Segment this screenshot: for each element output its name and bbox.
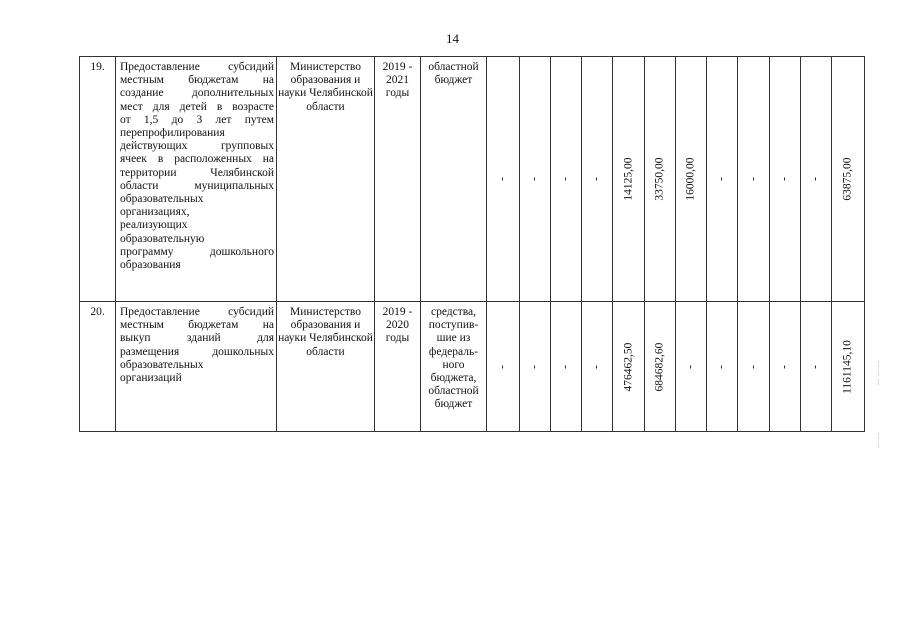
description-line: организациях, xyxy=(120,206,190,219)
funding-value: - xyxy=(715,364,728,369)
funding-value: - xyxy=(590,177,603,181)
funding-value: 476462,50 xyxy=(621,342,634,391)
funding-value: 33750,00 xyxy=(653,157,666,201)
activity-description xyxy=(116,57,277,302)
responsible-ministry: Министерство образования и науки Челябинской области xyxy=(277,57,375,302)
description-line: организаций xyxy=(120,372,182,385)
funding-value-cell xyxy=(801,57,832,302)
scan-margin-marks: ⁝ ⁝ ⁝ ⁝ ⁝ xyxy=(877,359,879,450)
responsible-ministry: Министерство образования и науки Челябинской области xyxy=(277,302,375,432)
funding-total: 63875,00 xyxy=(841,157,854,201)
row-number: 20. xyxy=(80,302,116,432)
funding-value-cell xyxy=(645,57,676,302)
description-line: местным бюджетам на xyxy=(120,74,274,87)
funding-value-cell xyxy=(645,302,676,432)
description-line: образования xyxy=(120,259,181,272)
funding-total-cell xyxy=(832,57,865,302)
funding-source: областной бюджет xyxy=(421,57,487,302)
funding-value: - xyxy=(684,364,697,369)
funding-value-cell xyxy=(520,57,551,302)
description-line: действующих групповых xyxy=(120,140,274,153)
funding-value-cell xyxy=(707,57,738,302)
funding-value: - xyxy=(559,177,572,181)
funding-value: - xyxy=(528,177,541,181)
funding-value: - xyxy=(809,177,822,181)
funding-value-cell xyxy=(613,57,645,302)
description-line: Предоставление субсидий xyxy=(120,61,274,73)
description-line: от 1,5 до 3 лет путем xyxy=(120,113,274,126)
description-line: образовательную xyxy=(120,232,205,245)
funding-total-cell xyxy=(832,302,865,432)
implementation-years: 2019 - 2020 годы xyxy=(375,302,421,432)
description-line: Предоставление субсидий xyxy=(120,306,274,318)
funding-value: 684682,60 xyxy=(653,342,666,391)
funding-value-cell xyxy=(551,57,582,302)
funding-value-cell xyxy=(582,302,613,432)
funding-value: - xyxy=(809,364,822,369)
funding-value: - xyxy=(715,177,728,181)
funding-value: - xyxy=(528,364,541,369)
funding-value: - xyxy=(559,364,572,369)
budget-table xyxy=(79,56,865,432)
description-line: области муниципальных xyxy=(120,179,274,192)
funding-value-cell xyxy=(738,302,770,432)
description-line: перепрофилирования xyxy=(120,127,225,140)
description-line: реализующих xyxy=(120,219,188,232)
funding-value-cell xyxy=(676,57,707,302)
description-line: программу дошкольного xyxy=(120,245,274,258)
funding-source: средства, поступив- шие из федераль- ного бюджета, областной бюджет xyxy=(421,302,487,432)
funding-value-cell xyxy=(487,57,520,302)
funding-value: - xyxy=(746,177,759,181)
row-number: 19. xyxy=(80,57,116,302)
funding-value-cell xyxy=(582,57,613,302)
funding-value-cell xyxy=(801,302,832,432)
funding-value: - xyxy=(746,364,759,369)
funding-value-cell xyxy=(487,302,520,432)
funding-value-cell xyxy=(520,302,551,432)
description-line: образовательных xyxy=(120,358,204,371)
funding-value: - xyxy=(778,177,791,181)
activity-description xyxy=(116,302,277,432)
funding-value: - xyxy=(496,364,509,369)
description-line: мест для детей в возрасте xyxy=(120,100,274,113)
funding-value-cell xyxy=(676,302,707,432)
funding-value-cell xyxy=(770,302,801,432)
funding-value-cell xyxy=(707,302,738,432)
description-line: создание дополнительных xyxy=(120,87,274,100)
description-line: территории Челябинской xyxy=(120,166,274,179)
funding-value-cell xyxy=(613,302,645,432)
funding-value: - xyxy=(590,364,603,369)
page-number: 14 xyxy=(446,31,459,46)
funding-value: 16000,00 xyxy=(684,157,697,201)
funding-value: 14125,00 xyxy=(621,157,634,201)
description-line: размещения дошкольных xyxy=(120,345,274,358)
funding-value: - xyxy=(778,364,791,369)
table-row xyxy=(80,57,865,302)
description-line: местным бюджетам на xyxy=(120,319,274,332)
funding-total: 1161145,10 xyxy=(841,339,854,394)
implementation-years: 2019 - 2021 годы xyxy=(375,57,421,302)
funding-value-cell xyxy=(738,57,770,302)
description-line: ячеек в расположенных на xyxy=(120,153,274,166)
description-line: выкуп зданий для xyxy=(120,332,274,345)
funding-value-cell xyxy=(551,302,582,432)
funding-value: - xyxy=(496,177,509,181)
description-line: образовательных xyxy=(120,193,204,206)
table-row xyxy=(80,302,865,432)
funding-value-cell xyxy=(770,57,801,302)
